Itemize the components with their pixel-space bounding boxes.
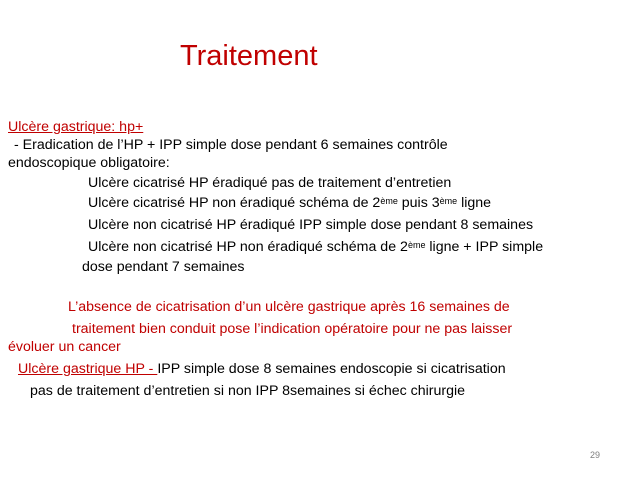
hp-positive-heading: Ulcère gastrique: hp+ xyxy=(8,119,144,135)
absence-line-3: évoluer un cancer xyxy=(8,339,121,355)
case4-text-b: ligne + IPP simple xyxy=(425,239,544,255)
case4-sup: ème xyxy=(407,240,426,250)
case2-sup-1: ème xyxy=(380,196,398,206)
eradication-line-2: endoscopique obligatoire: xyxy=(8,155,170,171)
case-not-healed-not-eradicated xyxy=(88,238,543,256)
case4-text-a: Ulcère non cicatrisé HP non éradiqué schéma de 2 xyxy=(88,239,408,255)
case2-text-c: ligne xyxy=(457,195,492,211)
slide-title: Traitement xyxy=(180,40,318,72)
hp-negative-line-2: pas de traitement d’entretien si non IPP 8semaines si échec chirurgie xyxy=(30,383,466,399)
hp-negative-text-1: IPP simple dose 8 semaines endoscopie si cicatrisation xyxy=(157,361,506,377)
hp-negative-heading: Ulcère gastrique HP - xyxy=(18,361,158,377)
absence-line-1: L’absence de cicatrisation d’un ulcère gastrique après 16 semaines de xyxy=(68,299,510,315)
case-healed-not-eradicated xyxy=(88,194,491,212)
case-healed-eradicated: Ulcère cicatrisé HP éradiqué pas de traitement d’entretien xyxy=(88,175,452,191)
eradication-line-1: - Eradication de l’HP + IPP simple dose pendant 6 semaines contrôle xyxy=(14,137,448,153)
case4-line-2: dose pendant 7 semaines xyxy=(82,259,245,275)
hp-negative-line-1 xyxy=(18,360,506,378)
case2-text-a: Ulcère cicatrisé HP non éradiqué schéma de 2 xyxy=(88,195,381,211)
absence-line-2: traitement bien conduit pose l’indication opératoire pour ne pas laisser xyxy=(72,321,513,337)
case-not-healed-eradicated: Ulcère non cicatrisé HP éradiqué IPP simple dose pendant 8 semaines xyxy=(88,217,534,233)
case2-sup-2: ème xyxy=(439,196,458,206)
case2-text-b: puis 3 xyxy=(397,195,440,211)
page-number: 29 xyxy=(590,450,601,460)
